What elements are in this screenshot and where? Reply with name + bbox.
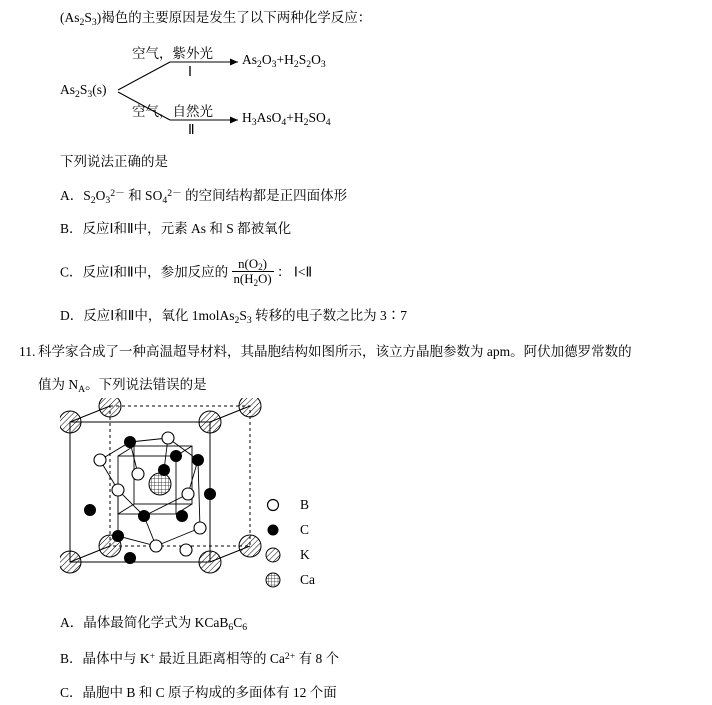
grid-circle-icon [258,572,288,588]
option-11-b: B．晶体中与 K+ 最近且距离相等的 $Ca^{2+}$ 有 8 个 [60,650,340,666]
scheme-roman-bottom: Ⅱ [188,122,195,137]
legend-label-b: B [300,496,310,512]
legend-row-b [258,492,378,517]
scheme-reactant: $As_2S_3(s)$ [60,82,107,100]
option-11-c: C．晶胞中 B 和 C 原子构成的多面体有 12 个面 [60,685,337,700]
diagram-legend [258,492,378,592]
intro-text: 褐色的主要原因是发生了以下两种化学反应： [101,10,372,25]
option-a: A．$S_2O_3^{2-}$ 和 $SO_4^{2-}$ 的空间结构都是正四面体形 [60,187,348,206]
open-circle-icon [258,498,288,512]
legend-row-c [258,517,378,542]
scheme-condition-bottom: 空气，自然光 [132,104,213,119]
option-c: C．反应Ⅰ和Ⅱ中，参加反应的 $\frac{n(O_2)}{n(H_2O)}$ ： Ⅰ<Ⅱ [60,256,313,289]
hatched-circle-icon [258,547,288,563]
scheme-products-bottom: $H_3AsO_4+H_2SO_4$ [242,110,331,128]
legend-label-c: C [300,521,310,537]
legend-label-k: K [300,546,310,562]
legend-row-ca [258,567,378,592]
intro-line [60,8,371,28]
option-b: B．反应Ⅰ和Ⅱ中，元素 As 和 S 都被氧化 [60,221,292,236]
option-11-a: A．晶体最简化学式为 $KCaB_6C_6$ [60,615,248,633]
legend-label-ca: Ca [300,571,315,587]
option-d: D．反应Ⅰ和Ⅱ中，氧化 $1molAs_2S_3$ 转移的电子数之比为 3∶7 [60,308,407,326]
question-11-line1: 科学家合成了一种高温超导材料，其晶胞结构如图所示，该立方晶胞参数为 apm。阿伏加德罗常数的 [38,344,632,359]
reaction-scheme [60,40,420,140]
legend-row-k [258,542,378,567]
fraction-o2-h2o: $\frac{n(O_2)}{n(H_2O)}$ [233,256,272,289]
filled-circle-icon [258,523,288,537]
question-11-number: 11. [19,344,36,359]
scheme-condition-top: 空气，紫外光 [132,46,213,61]
scheme-roman-top: Ⅰ [188,64,192,79]
question-11-line2: 值为 $N_A$。下列说法错误的是 [38,377,207,395]
question-stem: 下列说法正确的是 [60,154,168,169]
intro-formula: $(As_2S_3)$ [60,10,102,28]
scheme-arrows [60,40,420,140]
scheme-products-top: $As_2O_3+H_2S_2O_3$ [242,52,326,70]
